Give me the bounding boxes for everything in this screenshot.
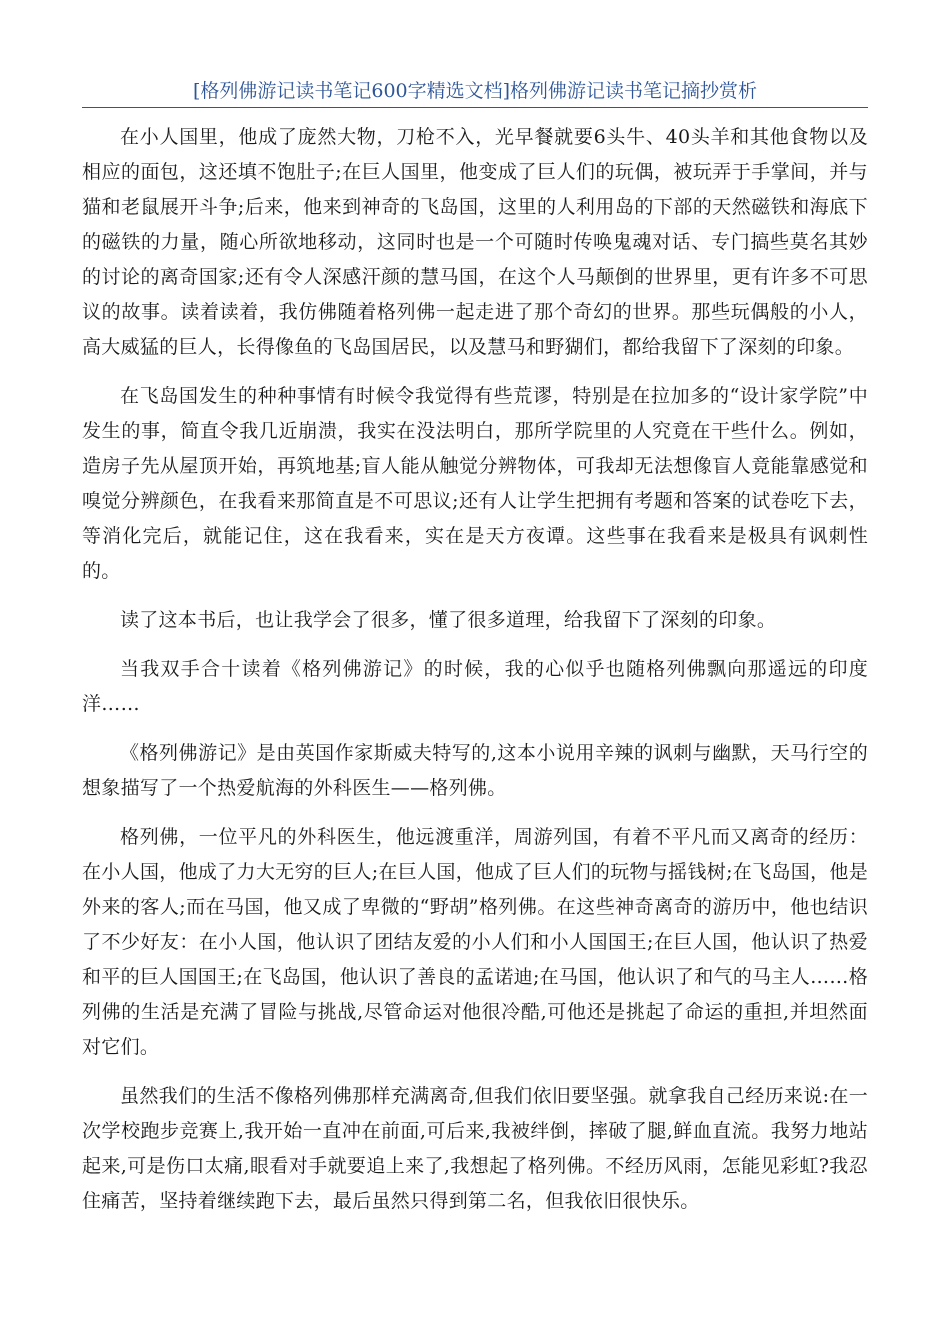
header-divider [82, 107, 868, 108]
paragraph-7: 虽然我们的生活不像格列佛那样充满离奇,但我们依旧要坚强。就拿我自己经历来说:在一次学校跑步竞赛上,我开始一直冲在前面,可后来,我被绊倒，摔破了腿,鲜血直流。我努力地站起来,可是伤口太痛,眼看对手就要追上来了,我想起了格列佛。不经历风雨，怎能见彩虹?我忍住痛苦，坚持着继续跑下去，最后虽然只得到第二名，但我依旧很快乐。 [82, 1085, 868, 1212]
document-header-title: [格列佛游记读书笔记600字精选文档]格列佛游记读书笔记摘抄赏析 [192, 80, 758, 102]
paragraph-5: 《格列佛游记》是由英国作家斯威夫特写的,这本小说用辛辣的讽刺与幽默，天马行空的想象描写了一个热爱航海的外科医生——格列佛。 [82, 742, 868, 799]
paragraph-6: 格列佛，一位平凡的外科医生，他远渡重洋，周游列国，有着不平凡而又离奇的经历：在小人国，他成了力大无穷的巨人;在巨人国，他成了巨人们的玩物与摇钱树;在飞岛国，他是外来的客人;而在马国，他又成了卑微的“野胡”格列佛。在这些神奇离奇的游历中，他也结识了不少好友：在小人国，他认识了团结友爱的小人们和小人国国王;在巨人国，他认识了热爱和平的巨人国国王;在飞岛国，他认识了善良的孟诺迪;在马国，他认识了和气的马主人……格列佛的生活是充满了冒险与挑战,尽管命运对他很冷酷,可他还是挑起了命运的重担,并坦然面对它们。 [82, 826, 868, 1058]
paragraph-2: 在飞岛国发生的种种事情有时候令我觉得有些荒谬，特别是在拉加多的“设计家学院”中发生的事，简直令我几近崩溃，我实在没法明白，那所学院里的人究竟在干些什么。例如，造房子先从屋顶开始，再筑地基;盲人能从触觉分辨物体，可我却无法想像盲人竟能靠感觉和嗅觉分辨颜色，在我看来那简直是不可思议;还有人让学生把拥有考题和答案的试卷吃下去，等消化完后，就能记住，这在我看来，实在是天方夜谭。这些事在我看来是极具有讽刺性的。 [82, 385, 868, 582]
document-body [82, 120, 868, 1233]
paragraph-4: 当我双手合十读着《格列佛游记》的时候，我的心似乎也随格列佛飘向那遥远的印度洋…… [82, 658, 868, 715]
paragraph-3: 读了这本书后，也让我学会了很多，懂了很多道理，给我留下了深刻的印象。 [120, 609, 777, 631]
paragraph-1: 在小人国里，他成了庞然大物，刀枪不入，光早餐就要6头牛、40头羊和其他食物以及相应的面包，这还填不饱肚子;在巨人国里，他变成了巨人们的玩偶，被玩弄于手掌间，并与猫和老鼠展开斗争;后来，他来到神奇的飞岛国，这里的人利用岛的下部的天然磁铁和海底下的磁铁的力量，随心所欲地移动，这同时也是一个可随时传唤鬼魂对话、专门搞些莫名其妙的讨论的离奇国家;还有令人深感汗颜的慧马国，在这个人马颠倒的世界里，更有许多不可思议的故事。读着读着，我仿佛随着格列佛一起走进了那个奇幻的世界。那些玩偶般的小人，高大威猛的巨人，长得像鱼的飞岛国居民，以及慧马和野猢们，都给我留下了深刻的印象。 [82, 126, 868, 358]
